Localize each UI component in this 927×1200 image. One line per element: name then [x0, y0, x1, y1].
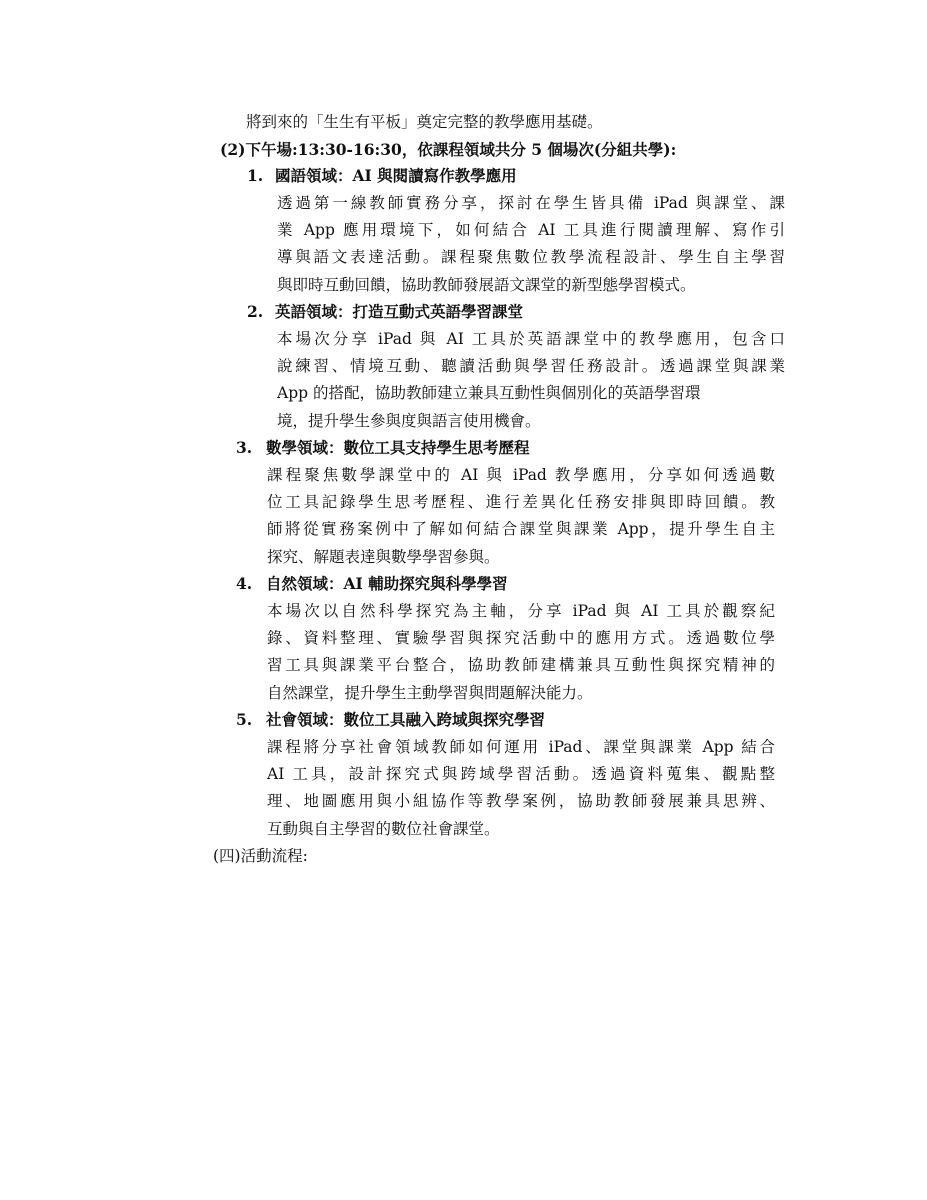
session-5-line-2: AI 工具，設計探究式與跨域學習活動。透過資料蒐集、觀點整 [267, 765, 775, 783]
session-3-line-1: 課程聚焦數學課堂中的 AI 與 iPad 教學應用，分享如何透過數 [267, 466, 775, 484]
session-3-line-2: 位工具記錄學生思考歷程、進行差異化任務安排與即時回饋。教 [267, 493, 775, 511]
session-4-line-1: 本場次以自然科學探究為主軸，分享 iPad 與 AI 工具於觀察紀 [267, 602, 775, 620]
afternoon-session-heading: (2)下午場:13:30-16:30，依課程領域共分 5 個場次(分組共學): [220, 140, 677, 159]
session-1-title: 國語領域：AI 與閱讀寫作教學應用 [275, 166, 517, 185]
session-4-title: 自然領域：AI 輔助探究與科學學習 [266, 574, 508, 593]
section-four-heading: (四)活動流程: [213, 847, 308, 865]
intro-tail-line: 將到來的「生生有平板」奠定完整的教學應用基礎。 [246, 113, 603, 131]
session-4-line-3: 習工具與課業平台整合，協助教師建構兼具互動性與探究精神的 [267, 656, 775, 674]
session-2-line-1: 本場次分享 iPad 與 AI 工具於英語課堂中的教學應用，包含口 [277, 330, 785, 348]
session-5-line-4: 互動與自主學習的數位社會課堂。 [267, 820, 500, 838]
session-2-title: 英語領域：打造互動式英語學習課堂 [275, 302, 524, 321]
session-1-line-4: 與即時互動回饋，協助教師發展語文課堂的新型態學習模式。 [277, 276, 696, 294]
session-1-number: 1. [247, 166, 264, 185]
session-3-number: 3. [236, 438, 253, 457]
session-4-line-2: 錄、資料整理、實驗學習與探究活動中的應用方式。透過數位學 [267, 629, 775, 647]
session-1-line-1: 透過第一線教師實務分享，探討在學生皆具備 iPad 與課堂、課 [277, 194, 785, 212]
session-3-line-3: 師將從實務案例中了解如何結合課堂與課業 App，提升學生自主 [267, 520, 775, 538]
session-3-line-4: 探究、解題表達與數學學習參與。 [267, 548, 500, 566]
session-1-line-3: 導與語文表達活動。課程聚焦數位教學流程設計、學生自主學習 [277, 248, 785, 266]
session-1-line-2: 業 App 應用環境下，如何結合 AI 工具進行閱讀理解、寫作引 [277, 221, 785, 239]
session-5-title: 社會領域：數位工具融入跨域與探究學習 [266, 710, 546, 729]
session-2-number: 2. [247, 302, 264, 321]
session-4-line-4: 自然課堂，提升學生主動學習與問題解決能力。 [267, 684, 593, 702]
session-5-line-1: 課程將分享社會領域教師如何運用 iPad、課堂與課業 App 結合 [267, 738, 775, 756]
session-3-title: 數學領域：數位工具支持學生思考歷程 [266, 438, 530, 457]
session-2-line-2: 說練習、情境互動、聽讀活動與學習任務設計。透過課堂與課業 [277, 357, 785, 375]
session-2-line-3: App 的搭配，協助教師建立兼具互動性與個別化的英語學習環 [277, 384, 701, 402]
session-5-line-3: 理、地圖應用與小組協作等教學案例，協助教師發展兼具思辨、 [267, 792, 775, 810]
session-5-number: 5. [236, 710, 253, 729]
session-4-number: 4. [236, 574, 253, 593]
session-2-line-4: 境，提升學生參與度與語言使用機會。 [277, 412, 541, 430]
